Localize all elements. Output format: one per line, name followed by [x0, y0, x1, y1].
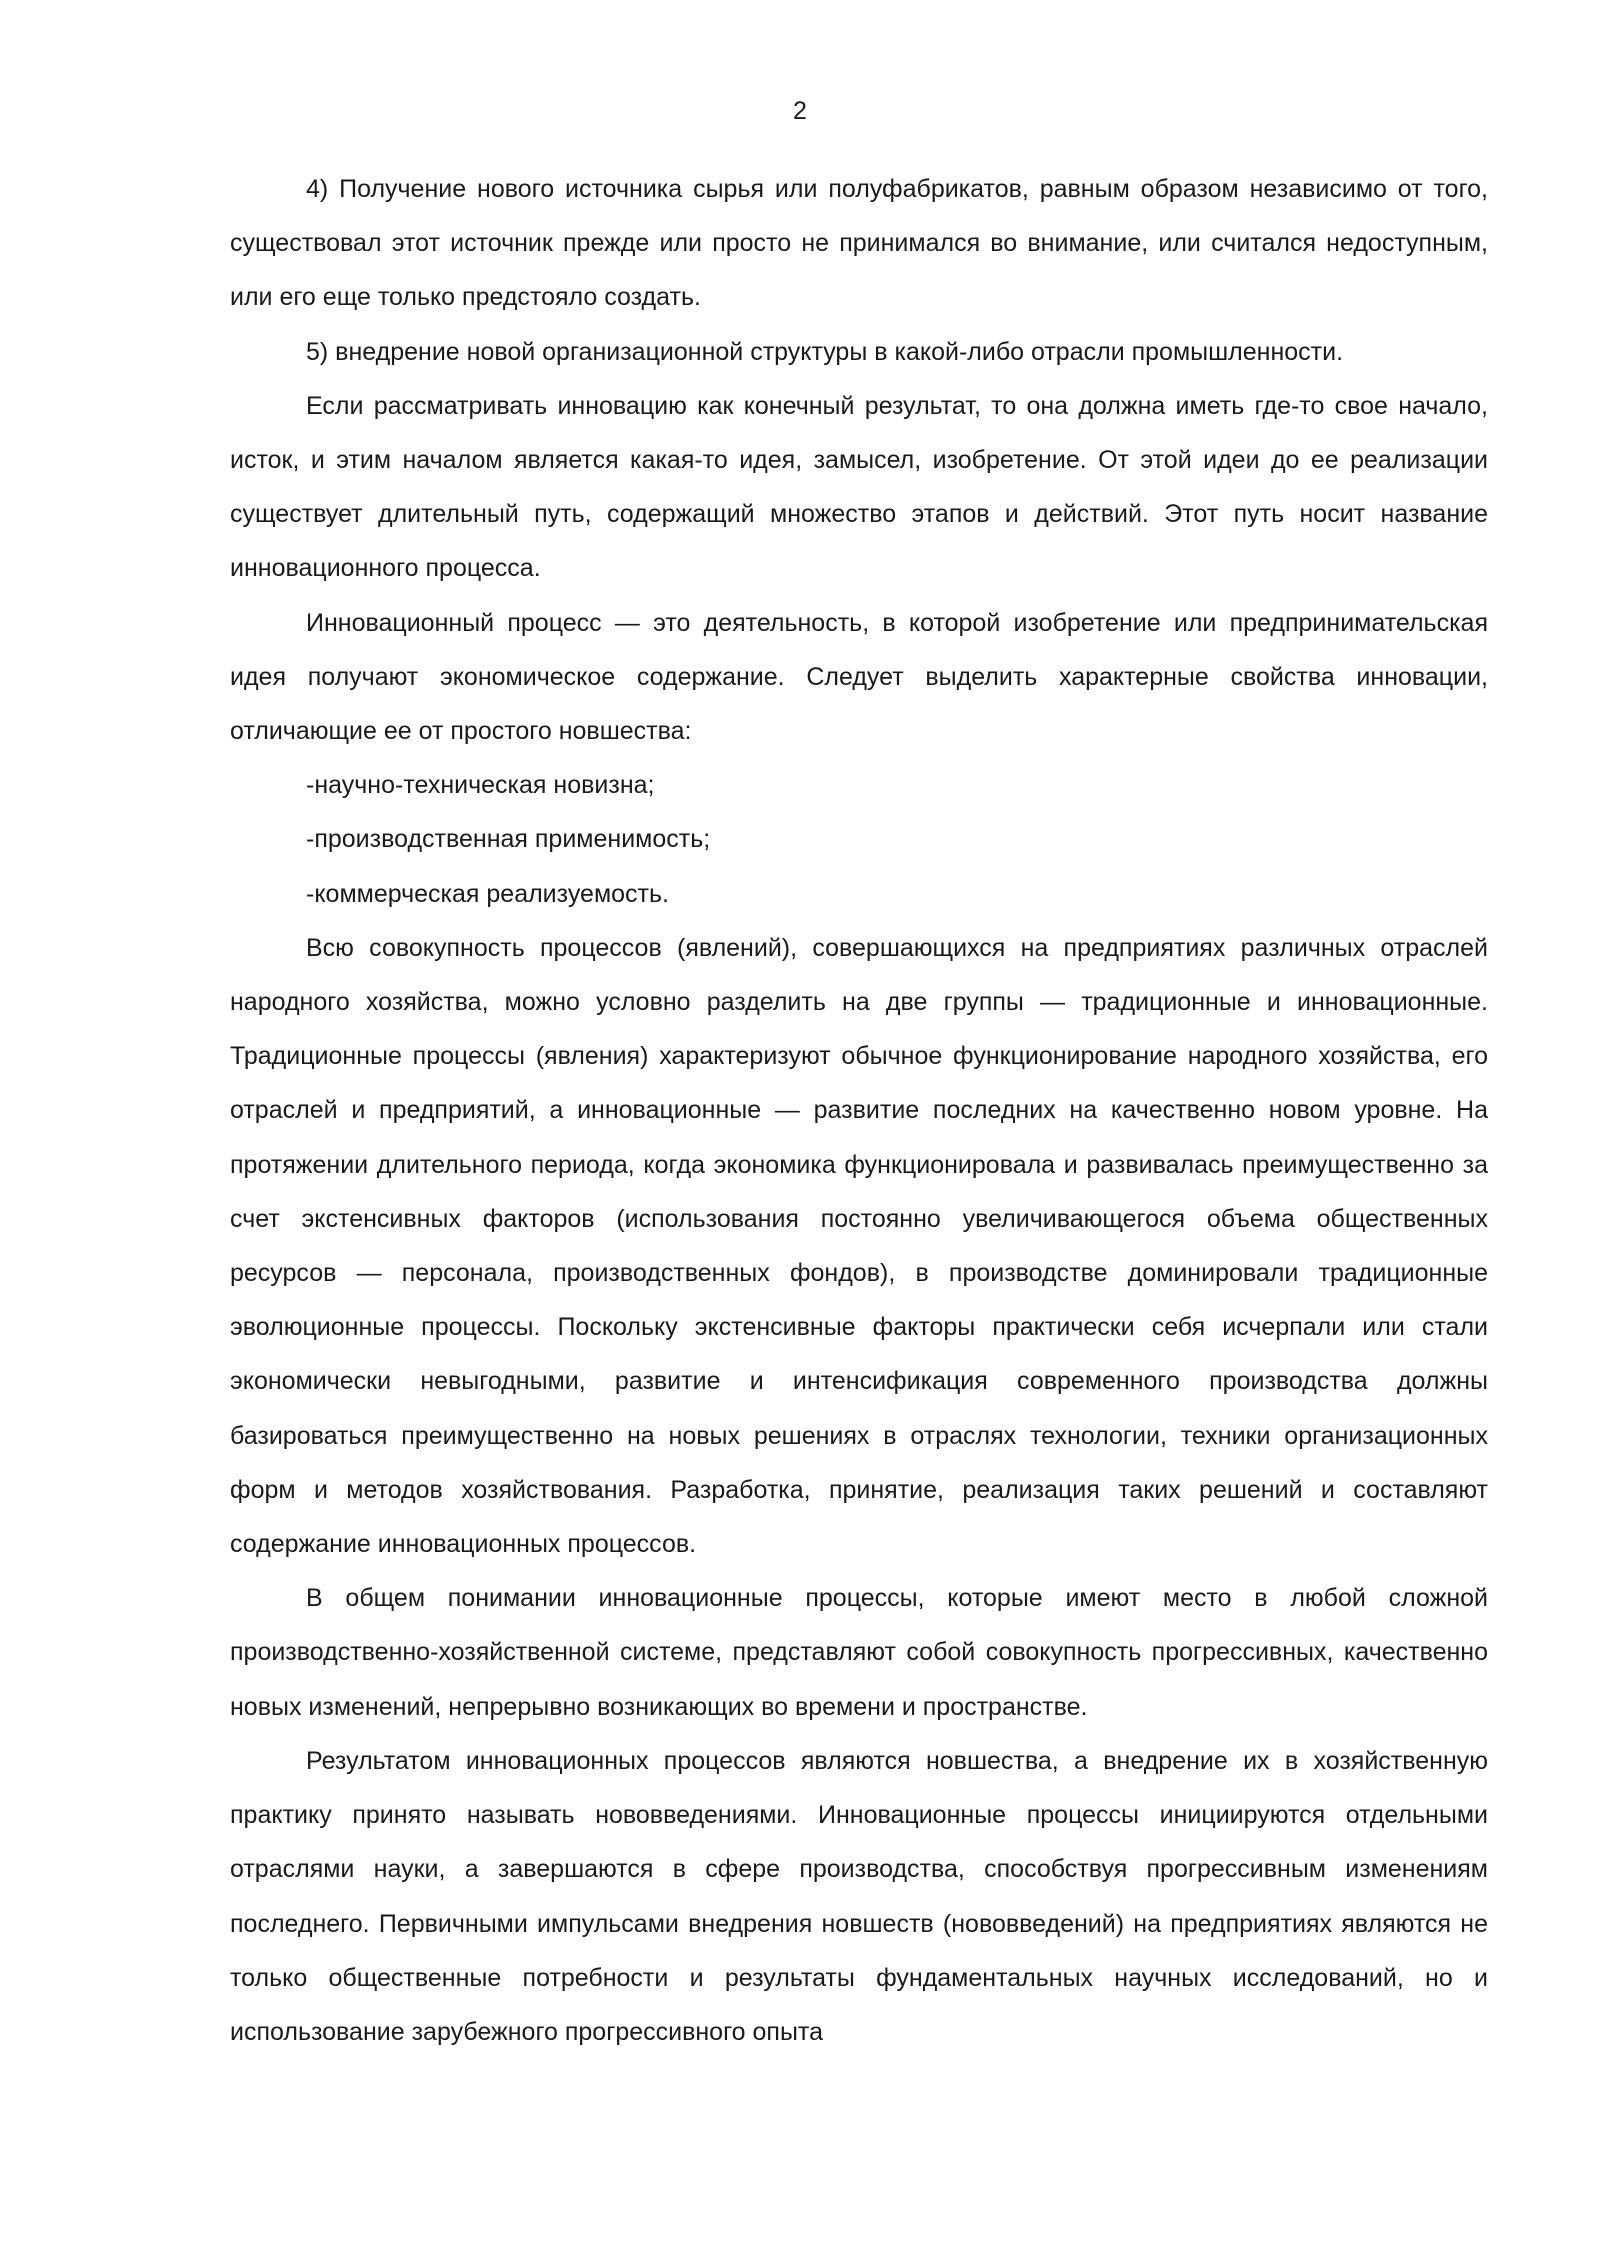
list-item-commercial-feasibility: -коммерческая реализуемость. — [306, 879, 669, 908]
page-number: 2 — [793, 97, 807, 125]
paragraph-organizational-structure: 5) внедрение новой организационной структуры в какой-либо отрасли промышленности. — [306, 337, 1344, 366]
paragraph-results-of-innovation: Результатом инновационных процессов являются новшества, а внедрение их в хозяйственную практику принято называть нововведениями. Инновационные процессы инициируются отдельными отраслями науки, а завершаются в сфере производства, способствуя прогрессивным изменениям последнего. Первичными импульсами внедрения новшеств (нововведений) на предприятиях являются не только общественные потребности и результаты фундаментальных научных исследований, но и использование зарубежного прогрессивного опыта — [230, 1746, 1488, 2046]
page-body — [230, 162, 1488, 2059]
paragraph-source-of-raw-materials: 4) Получение нового источника сырья или полуфабрикатов, равным образом независимо от того, существовал этот источник прежде или просто не принимался во внимание, или считался недоступным, или его еще только предстояло создать. — [230, 175, 1488, 312]
paragraph-innovation-process-definition: Инновационный процесс — это деятельность, в которой изобретение или предпринимательская идея получают экономическое содержание. Следует выделить характерные свойства инновации, отличающие ее от простого новшества: — [230, 608, 1488, 746]
list-item-scientific-novelty: -научно-техническая новизна; — [306, 771, 655, 800]
list-item-production-applicability: -производственная применимость; — [306, 825, 711, 854]
paragraph-innovation-as-result: Если рассматривать инновацию как конечный результат, то она должна иметь где-то свое начало, исток, и этим началом является какая-то идея, замысел, изобретение. От этой идеи до ее реализации существует длительный путь, содержащий множество этапов и действий. Этот путь носит название инновационного процесса. — [230, 391, 1488, 583]
paragraph-general-understanding: В общем понимании инновационные процессы, которые имеют место в любой сложной производственно-хозяйственной системе, представляют собой совокупность прогрессивных, качественно новых изменений, непрерывно возникающих во времени и пространстве. — [230, 1584, 1488, 1721]
paragraph-traditional-and-innovative: Всю совокупность процессов (явлений), совершающихся на предприятиях различных отраслей народного хозяйства, можно условно разделить на две группы — традиционные и инновационные. Традиционные процессы (явления) характеризуют обычное функционирование народного хозяйства, его отраслей и предприятий, а инновационные — развитие последних на качественно новом уровне. На протяжении длительного периода, когда экономика функционировала и развивалась преимущественно за счет экстенсивных факторов (использования постоянно увеличивающегося объема общественных ресурсов — персонала, производственных фондов), в производстве доминировали традиционные эволюционные процессы. Поскольку экстенсивные факторы практически себя исчерпали или стали экономически невыгодными, развитие и интенсификация современного производства должны базироваться преимущественно на новых решениях в отраслях технологии, техники организационных форм и методов хозяйствования. Разработка, принятие, реализация таких решений и составляют содержание инновационных процессов. — [230, 933, 1488, 1559]
